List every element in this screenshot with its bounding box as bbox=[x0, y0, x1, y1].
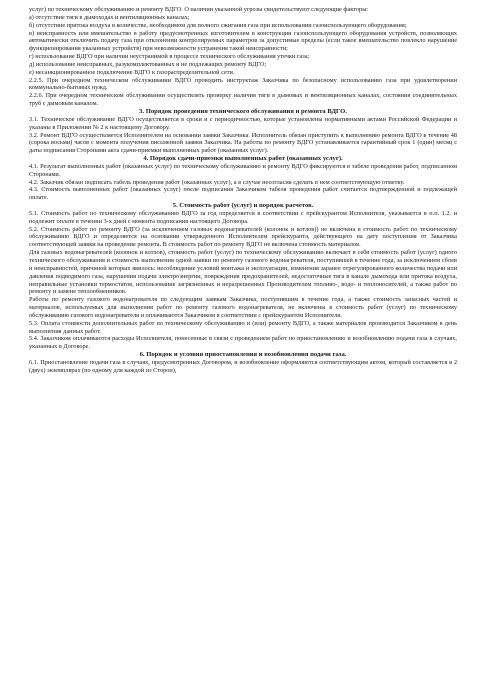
paragraph-repair-requests: Работы по ремонту газового водонагревателя по следующим заявкам Заказчика, поступившим в течение года, а также стоимость запасных частей и материалов, используемых для выполнения работ по ремонту газового водонагревателя, не включены в стоимость работ (услуг) по техническому обслуживанию газового водонагревателя и оплачиваются Заказчиком в соответствии с прейскурантом Исполнителя. bbox=[29, 296, 457, 319]
clause-3-2: 3.2. Ремонт ВДГО осуществляется Исполнителем на основании заявки Заказчика. Исполнитель обязан приступить к выполнению ремонта ВДГО в течение 48 (сорока восьми) часов с момента получения письменной заявки Заказчика. На работы по ремонту ВДГО устанавливается гарантийный срок 1 (один) месяц с даты подписания Сторонами акта сдачи-приемки выполненных работ (оказанных услуг). bbox=[29, 131, 457, 155]
clause-5-3: 5.3. Оплата стоимости дополнительных работ по техническому обслуживанию и (или) ремонту ВДГО, а также материалов производится Заказчиком в день выполнения данных работ. bbox=[29, 319, 457, 335]
section-heading-4: 4. Порядок сдачи-приемки выполненных работ (оказанных услуг). bbox=[143, 155, 343, 163]
section-heading-6: 6. Порядок и условия приостановления и возобновления подачи газа. bbox=[139, 351, 347, 359]
clause-2-2-6: 2.2.6. При очередном техническом обслуживании осуществлять проверку наличия тяги в дымовых и вентиляционных каналах, состояния соединительных труб с дымовым каналом. bbox=[29, 92, 457, 108]
paragraph-threat-factors: услуг) по техническому обслуживанию и ремонту ВДГО. О наличии указанной угрозы свидетельствуют следующие факторы: bbox=[29, 6, 369, 13]
list-item-b: б) отсутствие притока воздуха в количестве, необходимом для полного сжигания газа при использовании газоиспользующего оборудования; bbox=[29, 21, 407, 29]
paragraph-water-heaters: Для газовых водонагревателей (колонок и котлов), стоимость работ (услуг) по техническому обслуживанию включает в себя стоимость работ (услуг) одного технического обслуживания и стоимость выполнения одной заявки по ремонту газового водонагревателя, поступившей в течение года, за исключением сбоев и неисправностей, причиной которых явилось: несоблюдение условий монтажа и эксплуатации, изменения заранее отрегулированного количества подачи или давления подводимого газа, нарушения подачи электроэнергии, повреждения предохранителей, недостаточные тяга в канале дымохода или притока воздуха, неправильные установки термостатов, использование загрязненных и неразрешенных Производителем топливо-, водо- и теплоносителей, а также работ по ремонту и замене теплообменников. bbox=[29, 249, 457, 296]
section-heading-3: 3. Порядок проведения технического обслуживания и ремонта ВДГО. bbox=[139, 107, 347, 115]
clause-6-1: 6.1. Приостановление подачи газа в случаях, предусмотренных Договором, и возобновление оформляются соответствующим актом, который составляется в 2 (двух) экземплярах (по одному для каждой из Сторон), bbox=[29, 358, 457, 374]
clause-4-3: 4.3. Стоимость выполненных работ (оказанных услуг) после подписания Заказчиком табеля проведения работ считается подтвержденной и подлежащей оплате. bbox=[29, 186, 457, 202]
list-item-a: а) отсутствие тяги в дымоходах и вентиляционных каналах; bbox=[29, 13, 190, 21]
clause-2-2-5: 2.2.5. При очередном техническом обслуживании ВДГО проводить инструктаж Заказчика по безопасному использованию газа при удовлетворении коммунально-бытовых нужд. bbox=[29, 76, 457, 92]
clause-3-1: 3.1. Техническое обслуживание ВДГО осуществляется в сроки и с периодичностью, которые установлены нормативными актами Российской Федерации и указаны в Приложении № 2 к настоящему Договору. bbox=[29, 115, 457, 131]
section-heading-5: 5. Стоимость работ (услуг) и порядок расчетов. bbox=[172, 202, 314, 210]
list-item-v: в) неисправность или вмешательство в работу предусмотренных изготовителем в конструкции газоиспользующего оборудования устройств, позволяющих автоматически отключить подачу газа при отклонении контролируемых параметров за допустимые пределы (если такое вмешательство повлекло нарушение функционирования указанных устройств) при невозможности устранения такой неисправности; bbox=[29, 29, 457, 53]
clause-4-1: 4.1. Результат выполненных работ (оказанных услуг) по техническому обслуживанию и ремонту ВДГО фиксируются в табеле проведения работ, подписанном Сторонами. bbox=[29, 162, 457, 178]
list-item-e: е) несанкционированное подключение ВДГО к газораспределительной сети. bbox=[29, 68, 235, 76]
clause-5-2: 5.2. Стоимость работ по ремонту ВДГО (за исключением газовых водонагревателей (колонок и котлов)) не включена в стоимость работ по техническому обслуживанию ВДГО и определяется на основании утвержденного Исполнителем прейскуранта, действующего на дату поступления от Заказчика соответствующей заявки на проведение ремонта. В стоимость работ по ремонту ВДГО не включена стоимость материалов. bbox=[29, 225, 457, 249]
clause-5-4: 5.4. Заказчиком оплачиваются расходы Исполнителя, понесенные в связи с проведением работ по приостановлению и возобновлению подачи газа в случаях, указанных в Договоре. bbox=[29, 335, 457, 351]
list-item-g: г) использование ВДГО при наличии неустранимой в процессе технического обслуживания утечки газа; bbox=[29, 53, 310, 61]
clause-4-2: 4.2. Заказчик обязан подписать табель проведения работ (оказанных услуг), а в случае несогласия сделать в нем соответствующую отметку. bbox=[29, 178, 405, 186]
list-item-d: д) использование неисправных, разукомплектованных и не подлежащих ремонту ВДГО; bbox=[29, 60, 267, 68]
clause-5-1: 5.1. Стоимость работ по техническому обслуживанию ВДГО за год определяется в соответствии с прейскурантом Исполнителя, указывается в п.п. 1.2. и подлежит оплате в течении 3-х дней с момента подписания настоящего Договора. bbox=[29, 209, 457, 225]
